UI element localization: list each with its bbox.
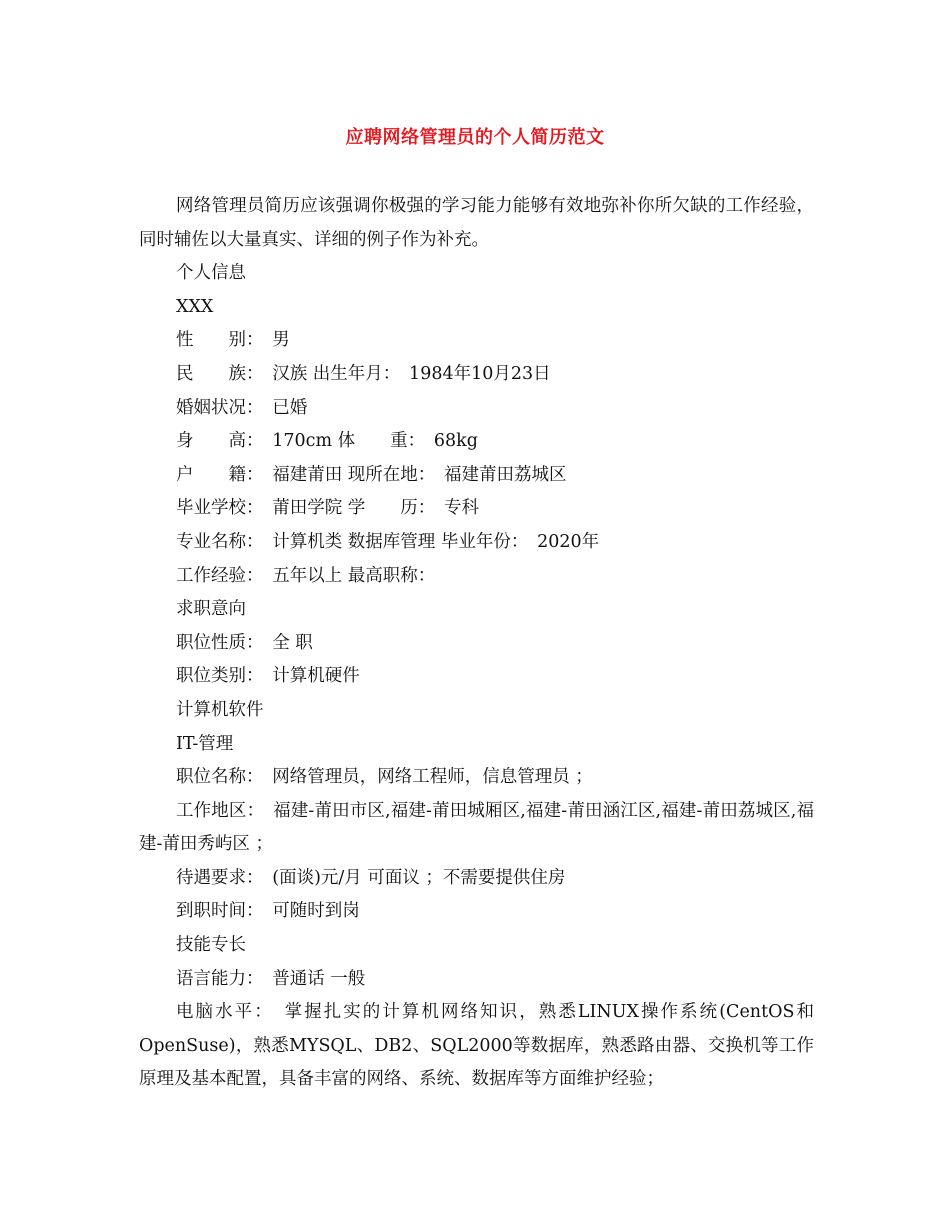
job-title-line: 职位名称： 网络管理员，网络工程师，信息管理员 ； xyxy=(176,767,593,788)
work-area-paragraph: 工作地区： 福建-莆田市区,福建-莆田城厢区,福建-莆田涵江区,福建-莆田荔城区,福建-莆田秀屿区 ； xyxy=(139,800,814,855)
job-category-software-line: 计算机软件 xyxy=(176,699,264,720)
computer-skills-paragraph: 电脑水平： 掌握扎实的计算机网络知识，熟悉LINUX操作系统(CentOS和OpenSuse)，熟悉MYSQL、DB2、SQL2000等数据库，熟悉路由器、交换机等工作原理及基本配置，具备丰富的网络、系统、数据库等方面维护经验； xyxy=(139,1002,814,1090)
experience-title-line: 工作经验： 五年以上 最高职称： xyxy=(176,565,436,586)
hometown-location-line: 户 籍： 福建莆田 现所在地： 福建莆田荔城区 xyxy=(176,464,567,485)
document-title: 应聘网络管理员的个人简历范文 xyxy=(345,127,605,148)
height-weight-line: 身 高： 170cm 体 重： 68kg xyxy=(176,431,478,452)
gender-line: 性 别： 男 xyxy=(176,330,290,351)
salary-line: 待遇要求： (面谈)元/月 可面议 ；不需要提供住房 xyxy=(176,867,566,888)
section-heading-personal-info: 个人信息 xyxy=(176,263,246,284)
marital-status-line: 婚姻状况： 已婚 xyxy=(176,397,308,418)
name-line: XXX xyxy=(176,296,214,317)
job-category-line: 职位类别： 计算机硬件 xyxy=(176,666,360,687)
start-time-line: 到职时间： 可随时到岗 xyxy=(176,901,360,922)
document-body xyxy=(139,190,814,1097)
intro-paragraph: 网络管理员简历应该强调你极强的学习能力能够有效地弥补你所欠缺的工作经验，同时辅佐以大量真实、详细的例子作为补充。 xyxy=(139,196,814,250)
job-category-it-line: IT-管理 xyxy=(176,733,234,754)
section-heading-skills: 技能专长 xyxy=(176,935,246,956)
job-nature-line: 职位性质： 全 职 xyxy=(176,632,313,653)
ethnicity-birth-line: 民 族： 汉族 出生年月： 1984年10月23日 xyxy=(176,363,551,384)
school-education-line: 毕业学校： 莆田学院 学 历： 专科 xyxy=(176,498,480,519)
section-heading-job-intention: 求职意向 xyxy=(176,599,246,620)
language-ability-line: 语言能力： 普通话 一般 xyxy=(176,968,366,989)
major-graduation-line: 专业名称： 计算机类 数据库管理 毕业年份： 2020年 xyxy=(176,531,600,552)
